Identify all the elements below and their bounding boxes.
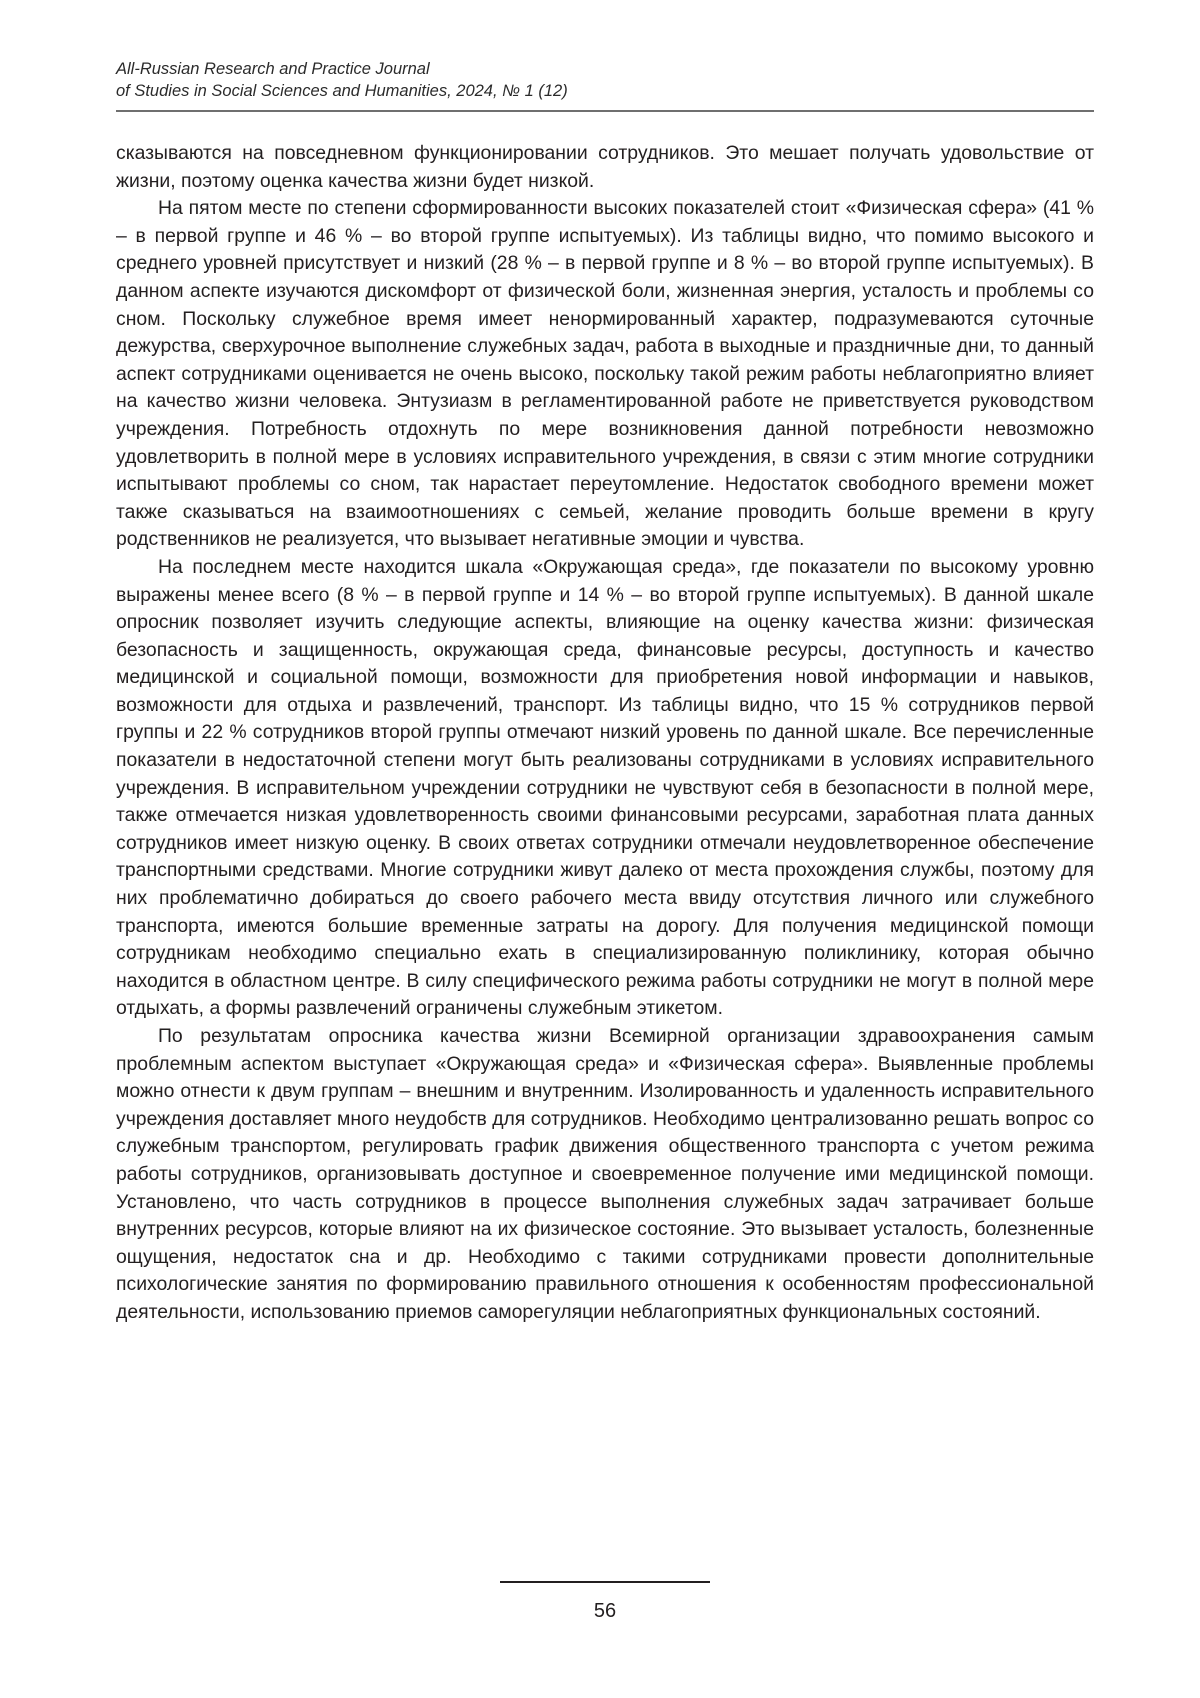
paragraph-environment: На последнем месте находится шкала «Окружающая среда», где показатели по высокому уровню выражены менее всего (8 % – в первой группе и 14 % – во второй группе испытуемых). В данной шкале опросник позволяет изучить следующие аспекты, влияющие на оценку качества жизни: физическая безопасность и защищенность, окружающая среда, финансовые ресурсы, доступность и качество медицинской и социальной помощи, возможности для приобретения новой информации и навыков, возможности для отдыха и развлечений, транспорт. Из таблицы видно, что 15 % сотрудников первой группы и 22 % сотрудников второй группы отмечают низкий уровень по данной шкале. Все перечисленные показатели в недостаточной степени могут быть реализованы сотрудниками в условиях исправительного учреждения. В исправительном учреждении сотрудники не чувствуют себя в безопасности в полной мере, также отмечается низкая удовлетворенность своими финансовыми ресурсами, заработная плата данных сотрудников имеет низкую оценку. В своих ответах сотрудники отмечали неудовлетворенное обеспечение транспортными средствами. Многие сотрудники живут далеко от места прохождения службы, поэтому для них проблематично добираться до своего рабочего места ввиду отсутствия личного или служебного транспорта, имеются большие временные затраты на дорогу. Для получения медицинской помощи сотрудникам необходимо специально ехать в специализированную поликлинику, которая обычно находится в областном центре. В силу специфического режима работы сотрудники не могут в полной мере отдыхать, а формы развлечений ограничены служебным этикетом. [116, 554, 1094, 1023]
footer-divider [500, 1581, 710, 1583]
page-number: 56 [500, 1600, 710, 1623]
journal-title-line: All-Russian Research and Practice Journal [116, 58, 1094, 80]
journal-issue-line: of Studies in Social Sciences and Humanities, 2024, № 1 (12) [116, 80, 1094, 102]
article-body [116, 140, 1094, 1327]
paragraph-continuation: сказываются на повседневном функционировании сотрудников. Это мешает получать удовольствие от жизни, поэтому оценка качества жизни будет низкой. [116, 140, 1094, 195]
header-divider [116, 110, 1094, 112]
paragraph-conclusions: По результатам опросника качества жизни Всемирной организации здравоохранения самым проблемным аспектом выступает «Окружающая среда» и «Физическая сфера». Выявленные проблемы можно отнести к двум группам – внешним и внутренним. Изолированность и удаленность исправительного учреждения доставляет много неудобств для сотрудников. Необходимо централизованно решать вопрос со служебным транспортом, регулировать график движения общественного транспорта с учетом режима работы сотрудников, организовывать доступное и своевременное получение ими медицинской помощи. Установлено, что часть сотрудников в процессе выполнения служебных задач затрачивает больше внутренних ресурсов, которые влияют на их физическое состояние. Это вызывает усталость, болезненные ощущения, недостаток сна и др. Необходимо с такими сотрудниками провести дополнительные психологические занятия по формированию правильного отношения к особенностям профессиональной деятельности, использованию приемов саморегуляции неблагоприятных функциональных состояний. [116, 1023, 1094, 1327]
paragraph-physical-sphere: На пятом месте по степени сформированности высоких показателей стоит «Физическая сфера» (41 % – в первой группе и 46 % – во второй группе испытуемых). Из таблицы видно, что помимо высокого и среднего уровней присутствует и низкий (28 % – в первой группе и 8 % – во второй группе испытуемых). В данном аспекте изучаются дискомфорт от физической боли, жизненная энергия, усталость и проблемы со сном. Поскольку служебное время имеет ненормированный характер, подразумеваются суточные дежурства, сверхурочное выполнение служебных задач, работа в выходные и праздничные дни, то данный аспект сотрудниками оценивается не очень высоко, поскольку такой режим работы неблагоприятно влияет на качество жизни человека. Энтузиазм в регламентированной работе не приветствуется руководством учреждения. Потребность отдохнуть по мере возникновения данной потребности невозможно удовлетворить в полной мере в условиях исправительного учреждения, в связи с этим многие сотрудники испытывают проблемы со сном, так нарастает переутомление. Недостаток свободного времени может также сказываться на взаимоотношениях с семьей, желание проводить больше времени в кругу родственников не реализуется, что вызывает негативные эмоции и чувства. [116, 195, 1094, 554]
running-header [116, 58, 1094, 102]
journal-page [0, 0, 1200, 1698]
